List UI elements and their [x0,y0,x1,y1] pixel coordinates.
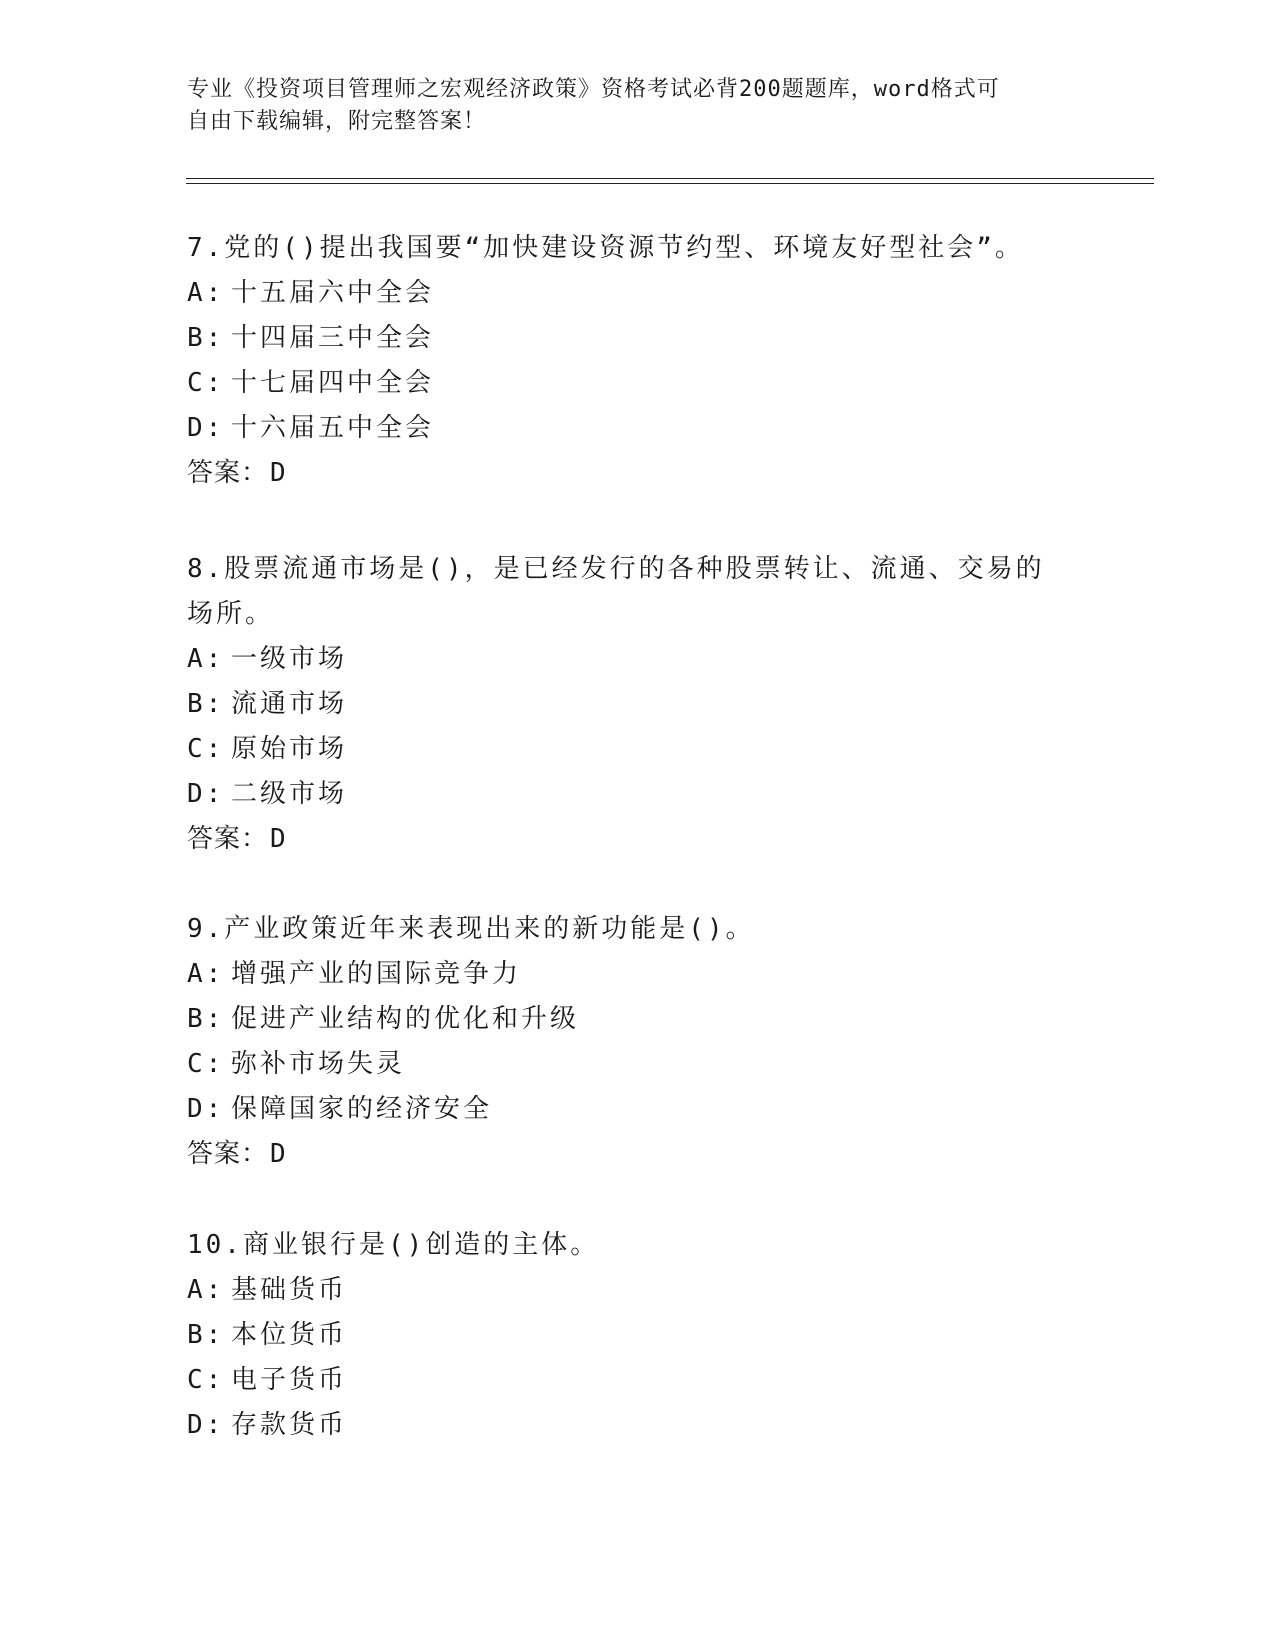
option-d [187,1087,755,1132]
option-key: C: [187,1365,225,1395]
option-key: D: [187,779,225,809]
header-divider-bottom [186,183,1154,184]
option-text: 本位货币 [231,1320,348,1350]
header-line-2: 自由下载编辑，附完整答案！ [187,109,487,134]
answer-line [187,451,1024,496]
option-key: A: [187,1275,225,1305]
question-block [187,907,755,1177]
option-d [187,406,1024,451]
option-c [187,727,1067,772]
option-a [187,1268,599,1313]
answer-line [187,817,1067,862]
question-stem: 7.党的()提出我国要“加快建设资源节约型、环境友好型社会”。 [187,233,1024,263]
option-text: 基础货币 [231,1275,348,1305]
option-text: 增强产业的国际竞争力 [231,959,522,989]
question-stem: 10.商业银行是()创造的主体。 [187,1230,600,1260]
option-key: A: [187,959,225,989]
answer-label: 答案： [187,824,269,854]
option-key: A: [187,644,225,674]
option-b [187,997,755,1042]
option-text: 十四届三中全会 [231,323,435,353]
option-key: B: [187,1320,225,1350]
document-header [187,74,1087,138]
option-key: B: [187,323,225,353]
answer-value: D [270,824,287,854]
option-text: 二级市场 [231,779,348,809]
option-text: 流通市场 [231,689,348,719]
question-block [187,1223,599,1448]
option-a [187,637,1067,682]
option-key: D: [187,413,225,443]
option-key: D: [187,1410,225,1440]
option-key: D: [187,1094,225,1124]
option-a [187,952,755,997]
header-line-1: 专业《投资项目管理师之宏观经济政策》资格考试必背200题题库，word格式可 [187,77,1000,102]
answer-line [187,1132,755,1177]
option-c [187,1042,755,1087]
option-text: 原始市场 [231,734,348,764]
option-key: C: [187,734,225,764]
option-b [187,682,1067,727]
option-key: B: [187,1004,225,1034]
option-b [187,316,1024,361]
question-block [187,547,1067,862]
option-text: 电子货币 [231,1365,348,1395]
question-stem: 8.股票流通市场是()，是已经发行的各种股票转让、流通、交易的场所。 [187,554,1045,629]
option-key: C: [187,1049,225,1079]
option-text: 十六届五中全会 [231,413,435,443]
option-c [187,1358,599,1403]
header-divider-top [186,178,1154,179]
option-d [187,1403,599,1448]
option-text: 十七届四中全会 [231,368,435,398]
option-b [187,1313,599,1358]
option-key: C: [187,368,225,398]
option-text: 弥补市场失灵 [231,1049,406,1079]
answer-value: D [270,1139,287,1169]
option-a [187,271,1024,316]
option-d [187,772,1067,817]
option-text: 保障国家的经济安全 [231,1094,493,1124]
option-key: A: [187,278,225,308]
option-text: 一级市场 [231,644,348,674]
question-block [187,226,1024,496]
answer-label: 答案： [187,1139,269,1169]
option-c [187,361,1024,406]
question-stem: 9.产业政策近年来表现出来的新功能是()。 [187,914,755,944]
option-text: 十五届六中全会 [231,278,435,308]
answer-value: D [270,458,287,488]
option-text: 存款货币 [231,1410,348,1440]
answer-label: 答案： [187,458,269,488]
option-key: B: [187,689,225,719]
option-text: 促进产业结构的优化和升级 [231,1004,580,1034]
